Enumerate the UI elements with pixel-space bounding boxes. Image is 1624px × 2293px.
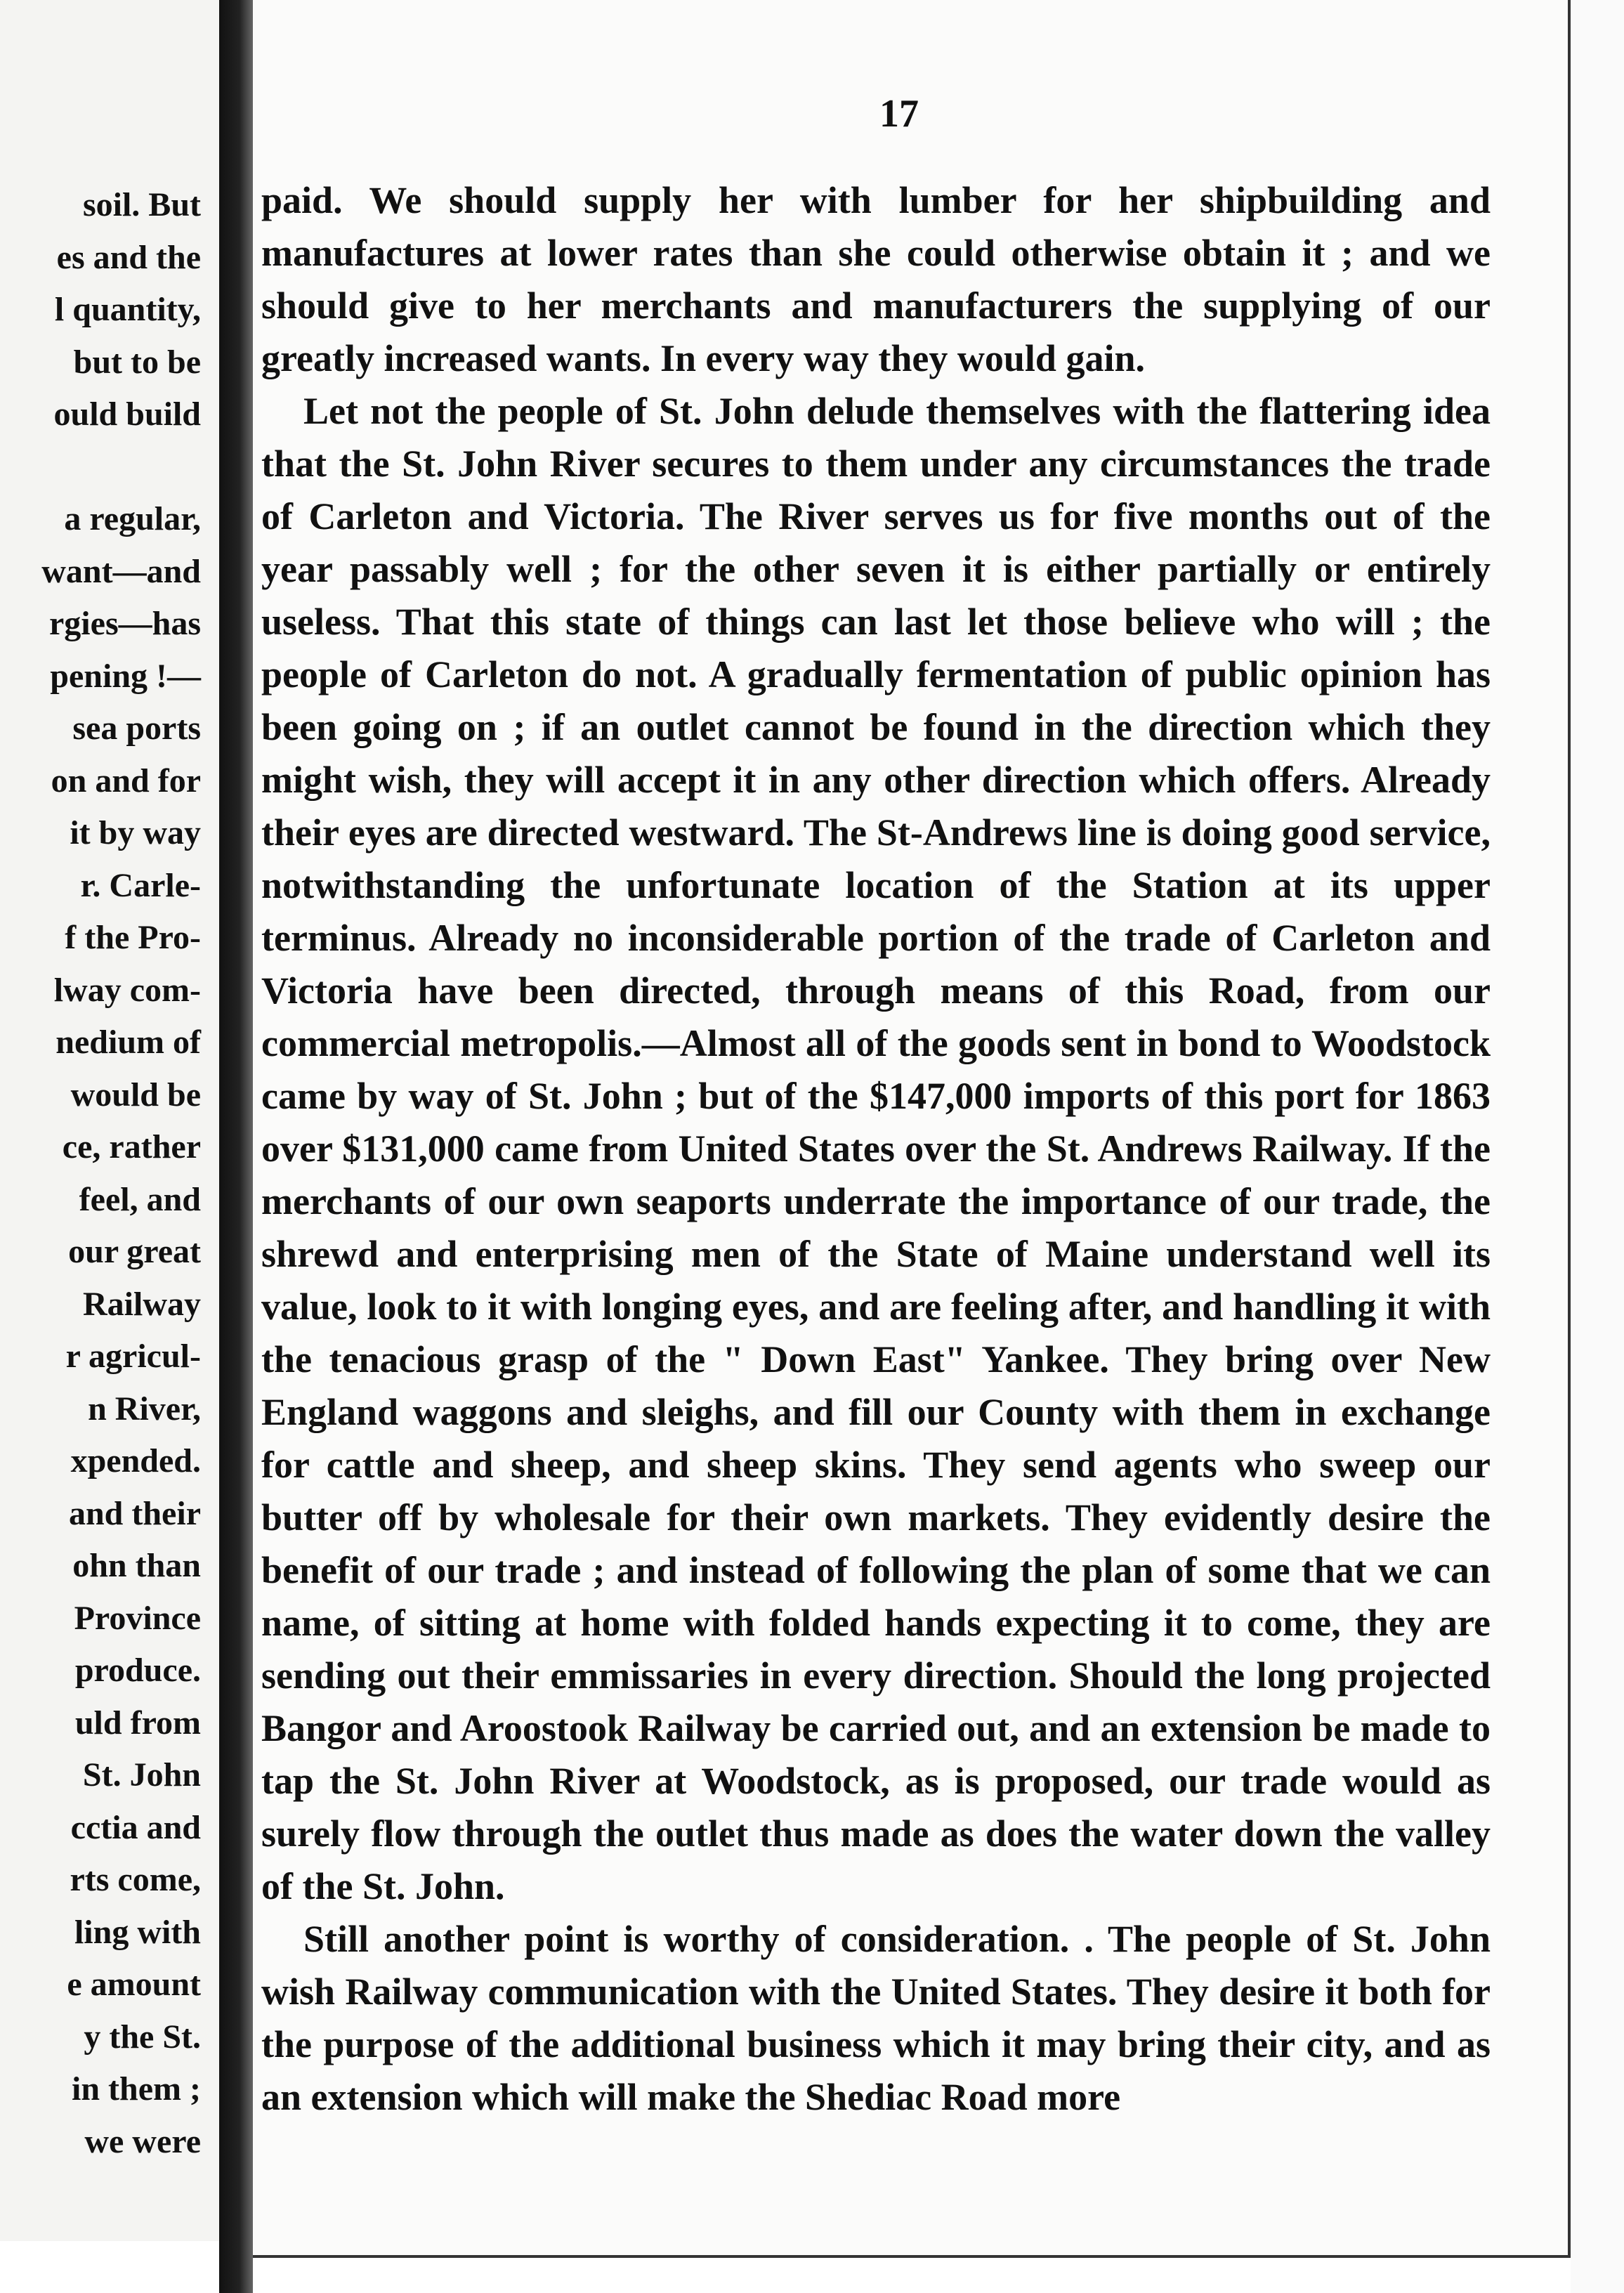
facing-page-line: r agricul- [65,1338,201,1375]
facing-page-line: St. John [82,1756,201,1794]
facing-page-line: nedium of [55,1024,201,1061]
facing-page-line: es and the [56,238,201,276]
facing-page-line: f the Pro- [65,919,201,956]
facing-page-line: but to be [73,343,201,381]
facing-page-line: Province [74,1599,201,1637]
facing-page-line: lway com- [53,971,201,1009]
book-gutter [219,0,253,2293]
page-text [261,174,1491,2124]
facing-page-line: produce. [74,1652,201,1689]
page-number: 17 [879,92,919,136]
facing-page-line: y the St. [84,2018,201,2056]
facing-page-line: rts come, [70,1861,201,1898]
facing-page-line: soil. But [82,186,201,223]
paragraph-2: Let not the people of St. John delude themselves with the flattering idea that the St. John River secures to them under any circumstances the trade of Carleton and Victoria. The River serves us for five months out of the year passably well ; for the other seven it is either partially or entirely useless. That this state of things can last let those believe who will ; the people of Carleton do not. A gradually fermentation of public opinion has been going on ; if an outlet cannot be found in the direction which they might wish, they will accept it in any other direction which offers. Already their eyes are directed westward. The St-Andrews line is doing good service, notwithstanding the unfortunate location of the Station at its upper terminus. Already no inconsiderable portion of the trade of Carleton and Victoria have been directed, through means of this Road, from our commercial metropolis.—Almost all of the goods sent in bond to Woodstock came by way of St. John ; but of the $147,000 imports of this port for 1863 over $131,000 came from United States over the St. Andrews Railway. If the merchants of our own seaports underrate the importance of our trade, the shrewd and enterprising men of the State of Maine understand well its value, look to it with longing eyes, and are feeling after, and handling it with the tenacious grasp of the " Down East" Yankee. They bring over New England waggons and sleighs, and fill our County with them in exchange for cattle and sheep, and sheep skins. They send agents who sweep our butter off by wholesale for their own markets. They evidently desire the benefit of our trade ; and instead of following the plan of some that we can name, of sitting at home with folded hands expecting it to come, they are sending out their emmissaries in every direction. Should the long projected Bangor and Aroostook Railway be carried out, and an extension be made to tap the St. John River at Woodstock, as is proposed, our trade would as surely flow through the outlet thus made as does the water down the valley of the St. John. [261,390,1491,1907]
facing-page-line: l quantity, [54,291,201,328]
facing-page-line: xpended. [70,1442,201,1479]
facing-page-line: ce, rather [62,1128,201,1165]
facing-page-line: want—and [41,552,201,590]
facing-page-line: Railway [83,1285,201,1323]
facing-page-line: e amount [67,1966,201,2003]
paragraph-3: Still another point is worthy of consideration. . The people of St. John wish Railway communication with the United States. They desire it both for the purpose of the additional business which it may bring their city, and as an extension which will make the Shediac Road more [261,1918,1491,2118]
facing-page-line: r. Carle- [80,866,201,904]
facing-page-line: we were [84,2122,201,2160]
facing-page-line: n River, [88,1390,201,1428]
book-page [253,0,1571,2258]
facing-page-line: uld from [74,1704,201,1742]
facing-page-line: it by way [70,814,201,851]
facing-page-line: on and for [51,762,201,799]
facing-page-line: ohn than [72,1547,201,1584]
paragraph-1: paid. We should supply her with lumber for her shipbuilding and manufactures at lower rates than she could otherwise obtain it ; and we should give to her merchants and manufacturers the supplying of our greatly increased wants. In every way they would gain. [261,179,1491,379]
facing-page-line: rgies—has [49,605,201,642]
facing-page-line: in them ; [72,2070,201,2108]
facing-page-fragment [0,0,221,2241]
facing-page-line: our great [68,1233,201,1270]
facing-page-line: sea ports [72,710,201,747]
facing-page-line: ling with [74,1913,201,1951]
facing-page-line: ould build [53,396,201,433]
facing-page-line: and their [68,1494,201,1532]
facing-page-line: would be [70,1076,201,1113]
facing-page-line: cctia and [70,1808,201,1846]
facing-page-line: a regular, [64,500,201,537]
facing-page-line: feel, and [79,1180,201,1218]
facing-page-line: pening !— [50,657,201,695]
page-margin [1571,0,1624,2293]
